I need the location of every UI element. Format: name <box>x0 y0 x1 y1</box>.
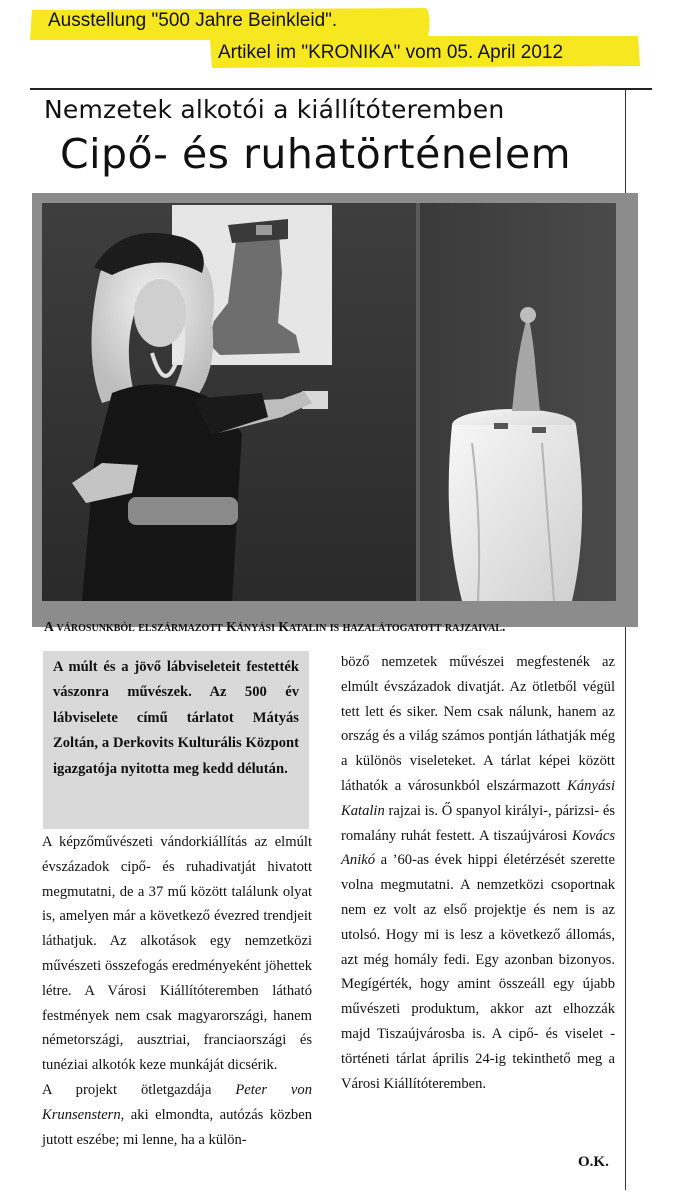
body-paragraph: A képzőművészeti vándorkiállítás az elmúlt évszázadok cipő- és ruhadivatját hivatott megmutatni, de a 37 mű között találunk olyat is, amelyen már a következő évezred trendjeit láthatjuk. Az alkotások egy nemzetközi művészeti összefogás eredményeként jöhettek létre. A Városi Kiállítóteremben látható festmények nem csak magyarországi, hanem németországi, ausztriai, franciaországi és tunéziai alkotók keze munkáját dicsérik. <box>42 834 312 1074</box>
photo-caption: A városunkból elszármazott Kányási Katalin is hazalátogatott rajzaival. <box>44 619 506 634</box>
body-paragraph <box>42 1078 312 1152</box>
body-paragraph <box>341 650 615 1096</box>
text-span: A projekt ötletgazdája <box>42 1081 236 1098</box>
body-column-2 <box>341 650 615 1096</box>
header-line-1: Ausstellung "500 Jahre Beinkleid". <box>48 10 338 31</box>
author-signature: O.K. <box>578 1154 609 1170</box>
text-span: a ’60-as évek hippi életérzését szerette volna megmutatni. A nemzetközi csoportnak nem ez volt az első projektje és nem is az utolsó. Hogy mi is lesz a következő állomás, azt még homály fedi. Egy azonban bizonyos. Megígérték, hogy amint összeáll egy újabb művészeti produktum, akkor azt elhozzák majd Tiszaújvárosba is. A cipő- és viselet -történeti tárlat április 24-ig tekinthető meg a Városi Kiállítóteremben. <box>341 852 615 1092</box>
top-divider <box>30 88 652 90</box>
body-column-1 <box>42 830 312 1152</box>
lead-box <box>43 651 309 829</box>
lead-paragraph: A múlt és a jövő lábviseleteit festették vászonra művészek. Az 500 év lábviselete című tárlatot Mátyás Zoltán, a Derkovits Kulturális Központ igazgatója nyitotta meg kedd délután. <box>53 659 299 777</box>
person-name: Kányási Katalin <box>341 777 615 819</box>
text-span: böző nemzetek művészei megfestenék az elmúlt évszázadok divatját. Az ötletből végül tett lett és siker. Nem csak nálunk, hanem az ország és a világ számos pontján láthatják még a különös viseleteket. A tárlat képei között láthatók a városunkból elszármazott <box>341 654 615 794</box>
article-kicker: Nemzetek alkotói a kiállítóteremben <box>44 95 505 124</box>
person-name: Kovács Anikó <box>341 827 615 869</box>
header-line-2: Artikel im "KRONIKA" vom 05. April 2012 <box>218 42 564 63</box>
person-name: Peter von Krunsenstern <box>42 1081 313 1123</box>
text-span: , aki elmondta, autózás közben jutott eszébe; mi lenne, ha a külön- <box>42 1106 312 1148</box>
article-headline: Cipő- és ruhatörténelem <box>60 130 572 178</box>
text-span: rajzai is. Ő spanyol királyi-, párizsi- és romalány ruhát festett. A tiszaújvárosi <box>341 802 615 844</box>
exhibition-photo <box>42 203 616 601</box>
